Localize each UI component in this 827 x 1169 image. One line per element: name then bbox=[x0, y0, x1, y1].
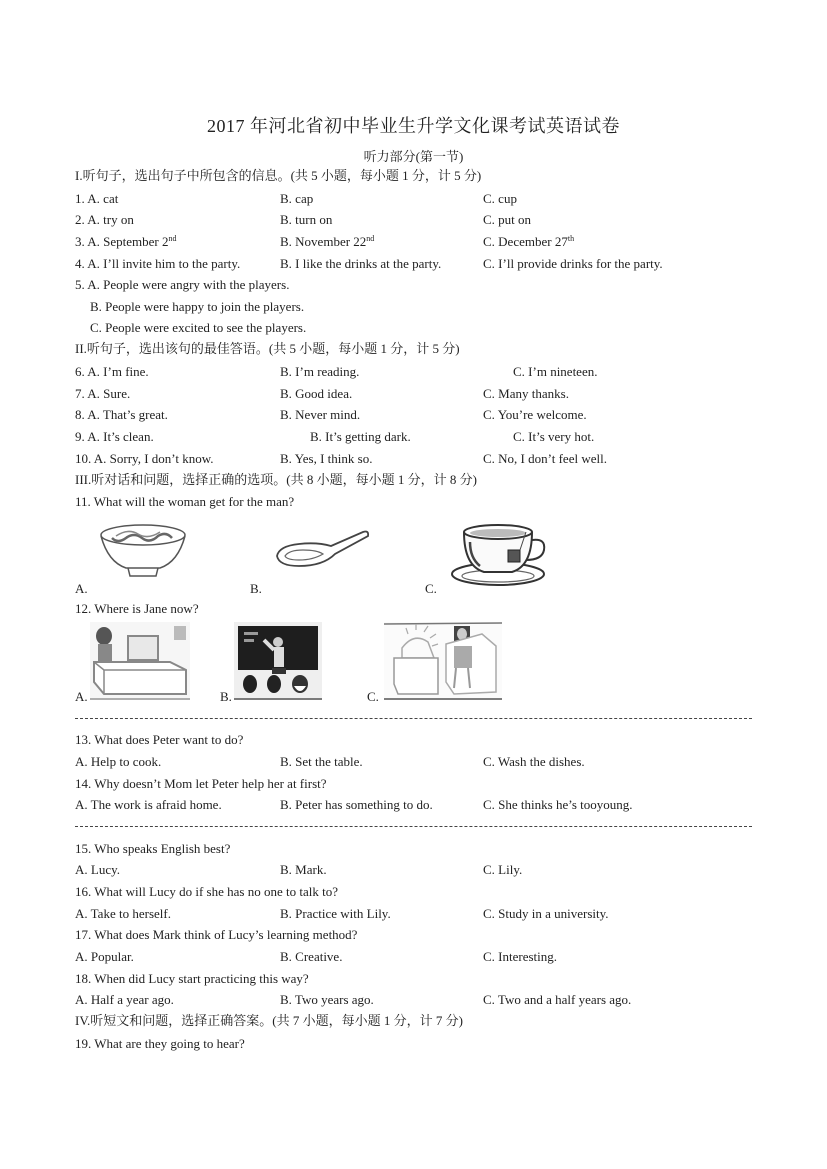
q8-option-a: 8. A. That’s great. bbox=[75, 407, 168, 422]
q14-stem: 14. Why doesn’t Mom let Peter help her at first? bbox=[75, 776, 327, 791]
q3-option-c-text: C. December 27 bbox=[483, 234, 568, 249]
noodle-bowl-image bbox=[98, 522, 188, 580]
q12-option-b-label: B. bbox=[220, 689, 232, 704]
q13-option-a: A. Help to cook. bbox=[75, 754, 162, 769]
spoon-image bbox=[273, 528, 373, 570]
q18-option-a: A. Half a year ago. bbox=[75, 992, 174, 1007]
q17-option-a: A. Popular. bbox=[75, 949, 134, 964]
q12-option-a-label: A. bbox=[75, 689, 88, 704]
q10-option-b: B. Yes, I think so. bbox=[280, 451, 373, 466]
dashed-divider bbox=[75, 826, 752, 827]
q9-option-a: 9. A. It’s clean. bbox=[75, 429, 154, 444]
q14-option-b: B. Peter has something to do. bbox=[280, 797, 433, 812]
q4-option-c: C. I’ll provide drinks for the party. bbox=[483, 256, 663, 271]
page-title: 2017 年河北省初中毕业生升学文化课考试英语试卷 bbox=[207, 116, 620, 136]
q10-option-c: C. No, I don’t feel well. bbox=[483, 451, 607, 466]
q3-option-b-text: B. November 22 bbox=[280, 234, 367, 249]
q3-option-a-suffix: nd bbox=[168, 234, 177, 243]
q16-option-c: C. Study in a university. bbox=[483, 906, 609, 921]
section-2-heading: II.听句子，选出该句的最佳答语。(共 5 小题，每小题 1 分，计 5 分) bbox=[75, 341, 460, 356]
q12-option-c-label: C. bbox=[367, 689, 379, 704]
q11-option-c-label: C. bbox=[425, 581, 437, 596]
q9-option-c: C. It’s very hot. bbox=[513, 429, 595, 444]
q19-stem: 19. What are they going to hear? bbox=[75, 1036, 245, 1051]
dashed-divider bbox=[75, 718, 752, 719]
q13-option-c: C. Wash the dishes. bbox=[483, 754, 585, 769]
q2-option-b: B. turn on bbox=[280, 212, 333, 227]
q8-option-c: C. You’re welcome. bbox=[483, 407, 587, 422]
q3-option-b-suffix: nd bbox=[366, 234, 375, 243]
q6-option-b: B. I’m reading. bbox=[280, 364, 360, 379]
q15-option-a: A. Lucy. bbox=[75, 862, 121, 877]
q8-option-b: B. Never mind. bbox=[280, 407, 361, 422]
q3-option-a-text: 3. A. September 2 bbox=[75, 234, 169, 249]
q7-option-a: 7. A. Sure. bbox=[75, 386, 131, 401]
q14-option-c: C. She thinks he’s tooyoung. bbox=[483, 797, 633, 812]
q17-stem: 17. What does Mark think of Lucy’s learning method? bbox=[75, 927, 358, 942]
q3-option-c-suffix: th bbox=[567, 234, 575, 243]
q3-option-b bbox=[280, 234, 374, 250]
q9-option-b: B. It’s getting dark. bbox=[310, 429, 411, 444]
q2-option-c: C. put on bbox=[483, 212, 532, 227]
q2-option-a: 2. A. try on bbox=[75, 212, 134, 227]
q17-option-b: B. Creative. bbox=[280, 949, 343, 964]
q4-option-a: 4. A. I’ll invite him to the party. bbox=[75, 256, 241, 271]
q14-option-a: A. The work is afraid home. bbox=[75, 797, 222, 812]
tea-cup-image bbox=[450, 522, 550, 588]
q11-option-b-label: B. bbox=[250, 581, 262, 596]
teacher-at-blackboard-image bbox=[234, 622, 322, 700]
section-3-heading: III.听对话和问题，选择正确的选项。(共 8 小题，每小题 1 分，计 8 分) bbox=[75, 472, 477, 487]
q17-option-c: C. Interesting. bbox=[483, 949, 558, 964]
q1-option-c: C. cup bbox=[483, 191, 517, 206]
q5-option-c: C. People were excited to see the players. bbox=[90, 320, 307, 335]
girl-in-armchair-image bbox=[384, 622, 502, 700]
q1-option-a: 1. A. cat bbox=[75, 191, 119, 206]
q18-option-b: B. Two years ago. bbox=[280, 992, 374, 1007]
q15-stem: 15. Who speaks English best? bbox=[75, 841, 231, 856]
page-subtitle: 听力部分(第一节) bbox=[363, 149, 464, 164]
q18-option-c: C. Two and a half years ago. bbox=[483, 992, 632, 1007]
q13-stem: 13. What does Peter want to do? bbox=[75, 732, 244, 747]
q3-option-c bbox=[483, 234, 574, 250]
q6-option-a: 6. A. I’m fine. bbox=[75, 364, 149, 379]
q1-option-b: B. cap bbox=[280, 191, 314, 206]
q16-option-a: A. Take to herself. bbox=[75, 906, 171, 921]
q3-option-a bbox=[75, 234, 177, 250]
q13-option-b: B. Set the table. bbox=[280, 754, 363, 769]
q11-option-a-label: A. bbox=[75, 581, 88, 596]
q11-stem: 11. What will the woman get for the man? bbox=[75, 494, 295, 509]
q16-option-b: B. Practice with Lily. bbox=[280, 906, 391, 921]
q15-option-b: B. Mark. bbox=[280, 862, 327, 877]
section-1-heading: I.听句子，选出句子中所包含的信息。(共 5 小题，每小题 1 分，计 5 分) bbox=[75, 168, 482, 183]
q12-stem: 12. Where is Jane now? bbox=[75, 601, 199, 616]
q10-option-a: 10. A. Sorry, I don’t know. bbox=[75, 451, 214, 466]
q6-option-c: C. I’m nineteen. bbox=[513, 364, 598, 379]
q4-option-b: B. I like the drinks at the party. bbox=[280, 256, 442, 271]
q15-option-c: C. Lily. bbox=[483, 862, 523, 877]
q5-option-b: B. People were happy to join the players. bbox=[90, 299, 305, 314]
q16-stem: 16. What will Lucy do if she has no one to talk to? bbox=[75, 884, 338, 899]
q7-option-c: C. Many thanks. bbox=[483, 386, 569, 401]
q18-stem: 18. When did Lucy start practicing this way? bbox=[75, 971, 309, 986]
girl-at-computer-desk-image bbox=[90, 622, 190, 700]
section-4-heading: IV.听短文和问题，选择正确答案。(共 7 小题，每小题 1 分，计 7 分) bbox=[75, 1013, 463, 1028]
q7-option-b: B. Good idea. bbox=[280, 386, 353, 401]
q5-option-a: 5. A. People were angry with the players. bbox=[75, 277, 290, 292]
